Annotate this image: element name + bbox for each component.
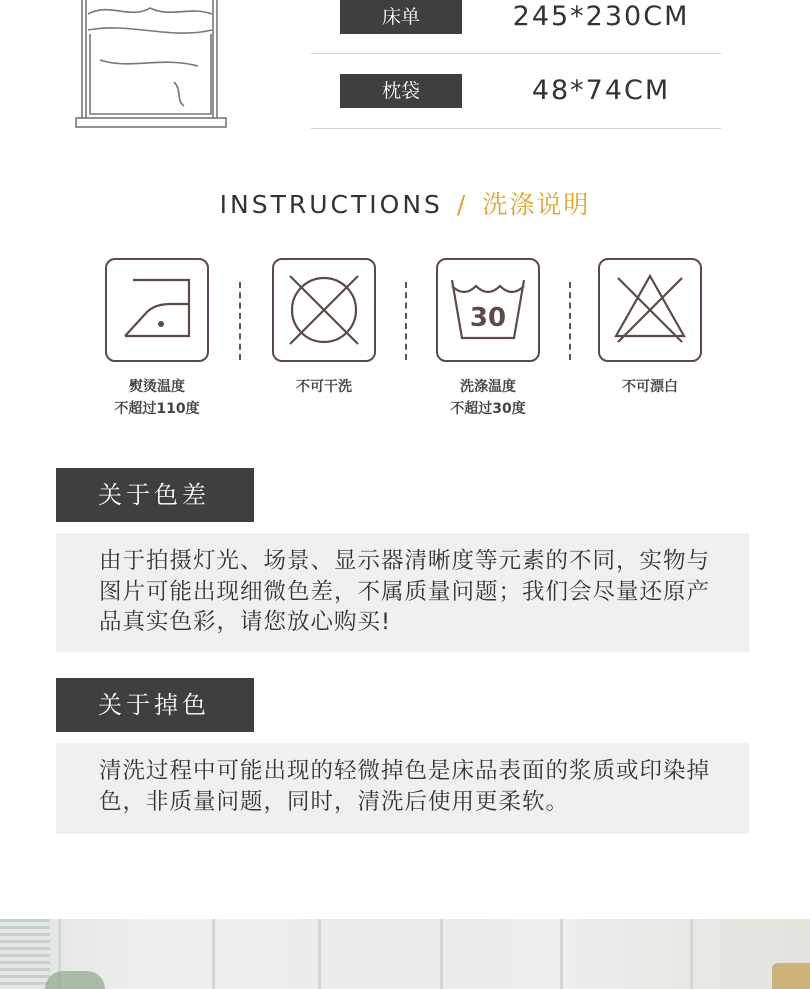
care-item-no-dry-clean — [272, 258, 376, 398]
fading-title: 关于掉色 — [56, 678, 254, 732]
care-divider — [405, 282, 407, 360]
care-item-iron — [105, 258, 209, 420]
care-caption: 不可漂白 — [622, 379, 678, 395]
instructions-heading — [0, 188, 810, 222]
color-difference-title: 关于色差 — [56, 468, 254, 522]
care-caption: 洗涤温度 不超过30度 — [450, 379, 526, 417]
care-item-wash-30 — [436, 258, 540, 420]
photo-detail — [560, 919, 563, 989]
size-value: 48*74CM — [531, 75, 671, 106]
color-difference-panel — [56, 533, 749, 652]
care-caption: 不可干洗 — [296, 379, 352, 395]
wash-temperature-number: 30 — [469, 303, 507, 333]
care-divider — [569, 282, 571, 360]
size-row-sheet — [311, 0, 721, 54]
size-value: 245*230CM — [512, 1, 690, 32]
wash-30-icon — [436, 258, 540, 362]
size-label: 枕袋 — [340, 74, 462, 108]
photo-window-blind — [0, 919, 50, 989]
fading-body: 清洗过程中可能出现的轻微掉色是床品表面的浆质或印染掉色，非质量问题，同时，清洗后使用更柔软。 — [99, 758, 711, 815]
iron-icon — [105, 258, 209, 362]
photo-detail — [318, 919, 321, 989]
no-dry-clean-icon — [272, 258, 376, 362]
photo-detail — [440, 919, 443, 989]
bedding-illustration — [70, 0, 240, 132]
fading-panel — [56, 743, 749, 834]
color-difference-body: 由于拍摄灯光、场景、显示器清晰度等元素的不同，实物与图片可能出现细微色差，不属质量问题；我们会尽量还原产品真实色彩，请您放心购买! — [99, 548, 711, 635]
no-bleach-icon — [598, 258, 702, 362]
instructions-title-en: INSTRUCTIONS — [219, 190, 443, 219]
row-divider — [311, 53, 721, 54]
bedding-outline-icon — [70, 0, 240, 132]
care-item-no-bleach — [598, 258, 702, 398]
care-caption: 熨烫温度 不超过110度 — [114, 379, 200, 417]
size-row-pillowcase — [311, 74, 721, 129]
product-photo — [0, 919, 810, 989]
size-label: 床单 — [340, 0, 462, 34]
care-divider — [239, 282, 241, 360]
photo-detail — [212, 919, 215, 989]
photo-plant — [45, 971, 105, 989]
row-divider — [311, 128, 721, 129]
instructions-separator: / — [456, 190, 469, 219]
photo-detail — [690, 919, 693, 989]
photo-object — [772, 963, 810, 989]
instructions-title-zh: 洗涤说明 — [482, 190, 591, 219]
